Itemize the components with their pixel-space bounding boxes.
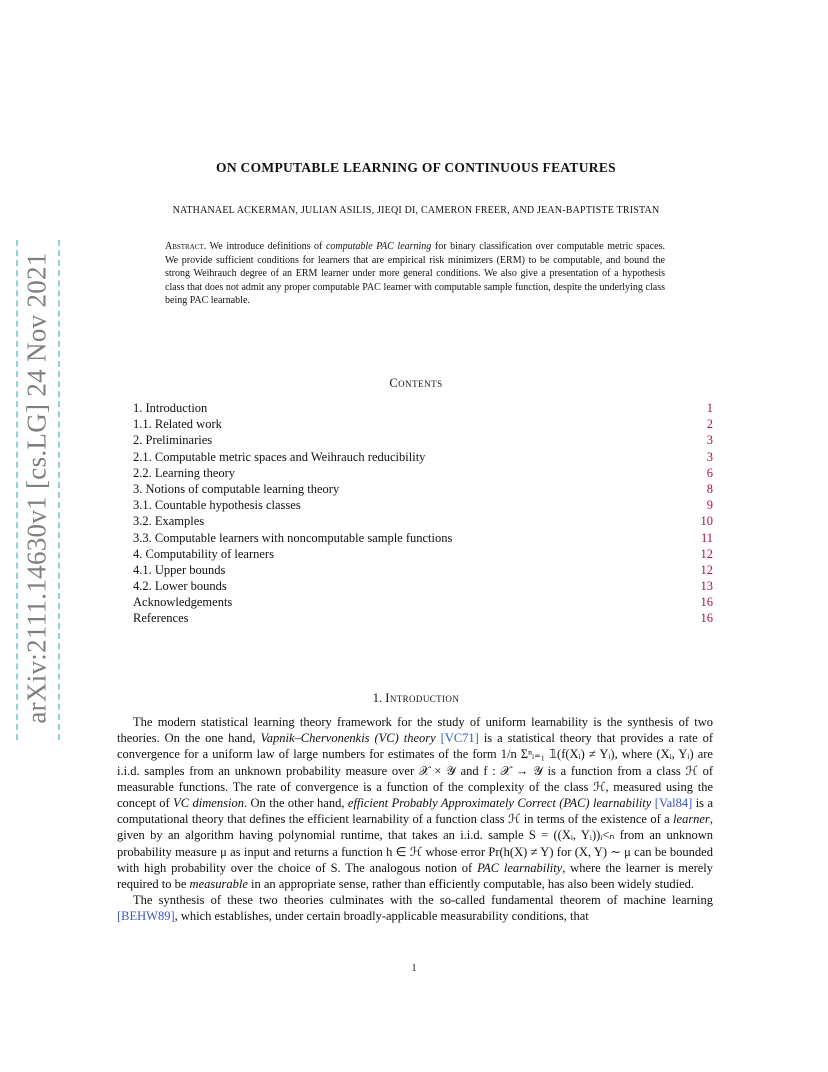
- text-run: from an unknown probability measure: [117, 828, 713, 859]
- toc-entry[interactable]: [133, 594, 713, 610]
- emphasis: efficient Probably Approximately Correct (PAC) learnability: [347, 796, 652, 811]
- text-run: , where the learner is merely required to be: [117, 860, 714, 892]
- toc-page-link[interactable]: 8: [706, 481, 713, 496]
- text-run: can be bounded with high probability over the choice of: [117, 844, 713, 875]
- citation-link[interactable]: [VC71]: [440, 731, 479, 746]
- toc-entry[interactable]: [133, 562, 713, 578]
- toc-page-link[interactable]: 12: [700, 546, 713, 561]
- text-run: in an appropriate sense, rather than efficiently computable, has also been widely studied.: [247, 877, 695, 892]
- toc-page-link[interactable]: 10: [700, 514, 713, 529]
- text-run: . The analogous notion of: [337, 860, 478, 875]
- toc-page-link[interactable]: 16: [700, 611, 713, 626]
- page-number: 1: [411, 963, 417, 974]
- text-run: , given by an algorithm having polynomial runtime, that takes an i.i.d. sample: [117, 812, 713, 843]
- toc-page-link[interactable]: 9: [706, 498, 713, 513]
- toc-page-link[interactable]: 3: [706, 433, 713, 448]
- toc-label: 4.2. Lower bounds: [133, 579, 227, 594]
- body-text: [117, 714, 713, 925]
- text-run: , where: [614, 747, 657, 762]
- text-run: The synthesis of these two theories culminates with the so-called fundamental theorem of machine learning: [133, 893, 713, 908]
- abstract-emphasis: computable PAC learning: [325, 241, 432, 252]
- math-expression: ℋ: [508, 812, 521, 827]
- arxiv-stamp: arXiv:2111.14630v1 [cs.LG] 24 Nov 2021: [21, 252, 52, 724]
- toc-page-link[interactable]: 3: [706, 449, 713, 464]
- toc-page-link[interactable]: 2: [706, 417, 713, 432]
- text-run: of measurable functions. The rate of convergence is a function of the complexity of the class: [117, 763, 713, 794]
- section-title: Introduction: [385, 691, 460, 705]
- toc-entry[interactable]: [133, 610, 713, 626]
- math-expression: f : 𝒳 → 𝒴: [483, 763, 543, 778]
- math-expression: 𝒳 × 𝒴: [418, 763, 456, 778]
- toc-page-link[interactable]: 6: [706, 465, 713, 480]
- toc-label: References: [133, 611, 189, 626]
- toc-entry[interactable]: [133, 465, 713, 481]
- toc-label: Acknowledgements: [133, 595, 233, 610]
- toc-label: 1. Introduction: [133, 401, 208, 415]
- math-expression: 1/n Σⁿᵢ₌₁ 𝟙(f(Xᵢ) ≠ Yᵢ): [500, 747, 615, 762]
- text-run: The modern statistical learning theory framework for the study of uniform learnability is the synthesis of two theories. On the one hand,: [117, 715, 713, 746]
- toc-label: 3.2. Examples: [133, 514, 205, 529]
- abstract-text-1: We introduce definitions of: [209, 241, 326, 252]
- toc-label: 3.1. Countable hypothesis classes: [133, 498, 301, 513]
- abstract-text-2: for binary classification over computable metric spaces. We provide sufficient conditions for learners that are empirical risk minimizers (ERM) to be computable, and bound the strong Weihrauch degree of an ERM learner under more general conditions. We also give a presentation of a hypothesis class that does not admit any proper computable PAC learner with computable sample function, despite the underlying class being PAC learnable.: [165, 241, 665, 306]
- toc-label: 3.3. Computable learners with noncomputable sample functions: [133, 530, 453, 545]
- emphasis: learner: [673, 812, 710, 827]
- text-run: whose error: [422, 844, 489, 859]
- toc-label: 2. Preliminaries: [133, 433, 213, 448]
- toc-entry[interactable]: [133, 530, 713, 546]
- toc-entry[interactable]: [133, 513, 713, 529]
- text-run: for: [553, 844, 575, 859]
- toc-entry[interactable]: [133, 432, 713, 448]
- math-expression: S = ((Xᵢ, Yᵢ))ᵢ<ₙ: [528, 828, 615, 843]
- toc-page-link[interactable]: 12: [700, 562, 713, 577]
- text-run: is a computational theory that defines the efficient learnability of a function class: [117, 796, 714, 827]
- toc-entry[interactable]: [133, 481, 713, 497]
- citation-link[interactable]: [BEHW89]: [117, 909, 175, 924]
- emphasis: PAC learnability: [477, 860, 563, 875]
- abstract: [165, 240, 665, 308]
- math-expression: μ: [220, 844, 227, 859]
- emphasis: measurable: [189, 877, 248, 892]
- section-heading: [120, 691, 712, 706]
- toc-label: 4. Computability of learners: [133, 546, 274, 561]
- toc-page-link[interactable]: 11: [700, 530, 713, 545]
- section-number: 1.: [372, 691, 383, 705]
- toc-entry[interactable]: [133, 400, 713, 416]
- text-run: is a statistical theory that provides a rate of convergence for a uniform law of large numbers for estimates of the form: [117, 731, 714, 762]
- text-run: as input and returns a function: [226, 844, 387, 859]
- toc-page-link[interactable]: 1: [706, 401, 713, 415]
- toc-label: 1.1. Related work: [133, 417, 222, 432]
- paragraph: [117, 892, 713, 924]
- toc-entry[interactable]: [133, 416, 713, 432]
- paper-title: ON COMPUTABLE LEARNING OF CONTINUOUS FEATURES: [216, 160, 616, 175]
- text-run: and: [455, 763, 484, 778]
- toc-label: 2.2. Learning theory: [133, 465, 236, 480]
- math-expression: ℋ: [685, 763, 698, 778]
- text-run: are i.i.d. samples from an unknown probability measure over: [117, 747, 713, 778]
- contents-heading: Contents: [389, 376, 443, 390]
- toc-page-link[interactable]: 16: [700, 595, 713, 610]
- math-expression: Pr(h(X) ≠ Y): [488, 844, 554, 859]
- text-run: is a function from a class: [542, 763, 686, 778]
- abstract-label: Abstract.: [165, 241, 207, 252]
- toc-entry[interactable]: [133, 578, 713, 594]
- author-list: NATHANAEL ACKERMAN, JULIAN ASILIS, JIEQI DI, CAMERON FREER, AND JEAN-BAPTISTE TRISTAN: [172, 205, 660, 216]
- text-run: , measured using the concept of: [117, 779, 713, 811]
- math-expression: ℋ: [593, 779, 606, 794]
- toc-entry[interactable]: [133, 546, 713, 562]
- citation-link[interactable]: [Val84]: [654, 796, 693, 811]
- table-of-contents: [133, 400, 713, 627]
- toc-entry[interactable]: [133, 449, 713, 465]
- toc-label: 4.1. Upper bounds: [133, 562, 226, 577]
- toc-label: 3. Notions of computable learning theory: [133, 481, 340, 496]
- text-run: in terms of the existence of a: [520, 812, 674, 827]
- text-run: . On the other hand,: [243, 796, 348, 811]
- text-run: , which establishes, under certain broadly-applicable measurability conditions, that: [174, 909, 589, 924]
- math-expression: (Xᵢ, Yᵢ): [656, 747, 694, 762]
- math-expression: S: [330, 860, 338, 875]
- toc-entry[interactable]: [133, 497, 713, 513]
- emphasis: Vapnik–Chervonenkis (VC) theory: [260, 731, 436, 746]
- toc-label: 2.1. Computable metric spaces and Weihrauch reducibility: [133, 449, 426, 464]
- emphasis: VC dimension: [173, 796, 244, 811]
- math-expression: h ∈ ℋ: [386, 844, 423, 859]
- toc-page-link[interactable]: 13: [700, 579, 713, 594]
- paragraph: [117, 714, 713, 892]
- math-expression: (X, Y) ∼ μ: [574, 844, 631, 859]
